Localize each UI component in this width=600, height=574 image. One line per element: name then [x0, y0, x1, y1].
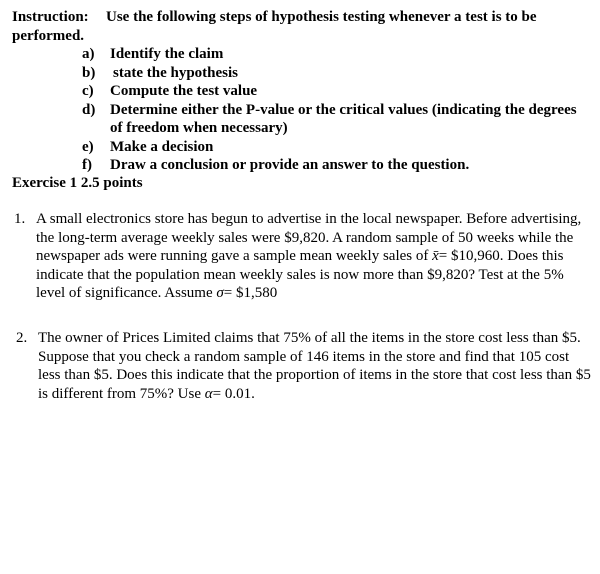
step-c: c) Compute the test value — [82, 83, 258, 99]
instruction-label: Instruction: — [12, 9, 89, 25]
sigma-symbol: σ — [216, 285, 224, 302]
question-text: The owner of Prices Limited claims that 75% of all the items in the store cost less than $5. Suppose that you check a random sample of 146 items in the store and find that 105 cost less than $5. Does this indicate that the proportion of items in the store that cost less than $5 is different from 75%? Use α= 0.01. — [38, 330, 591, 402]
instruction-block — [12, 8, 592, 45]
xbar-symbol: x̄ — [432, 248, 439, 265]
question-number: 2. — [16, 330, 28, 346]
question-number: 1. — [14, 211, 26, 227]
steps-list — [82, 45, 592, 175]
exercise-title: Exercise 1 2.5 points — [12, 175, 143, 191]
step-b: b) state the hypothesis — [82, 64, 239, 81]
question-2 — [16, 329, 592, 403]
step-a: a) Identify the claim — [82, 46, 224, 62]
step-f: f) Draw a conclusion or provide an answer to the question. — [82, 157, 470, 173]
alpha-symbol: α — [204, 385, 213, 402]
question-text: A small electronics store has begun to advertise in the local newspaper. Before advertising, the long-term average weekly sales were $9,820. A random sample of 50 weeks while the newspaper ads were running gave a sample mean weekly sales of x̄= $10,960. Does this indicate that the population mean weekly sales is now more than $9,820? Test at the 5% level of significance. Assume σ= $1,580 — [36, 211, 582, 302]
step-e: e) Make a decision — [82, 138, 214, 155]
question-1 — [14, 210, 592, 303]
instruction-text: Use the following steps of hypothesis testing whenever a test is to be performed. — [12, 9, 537, 44]
step-d: d) Determine either the P-value or the critical values (indicating the degrees of freedom when necessary) — [82, 101, 577, 136]
